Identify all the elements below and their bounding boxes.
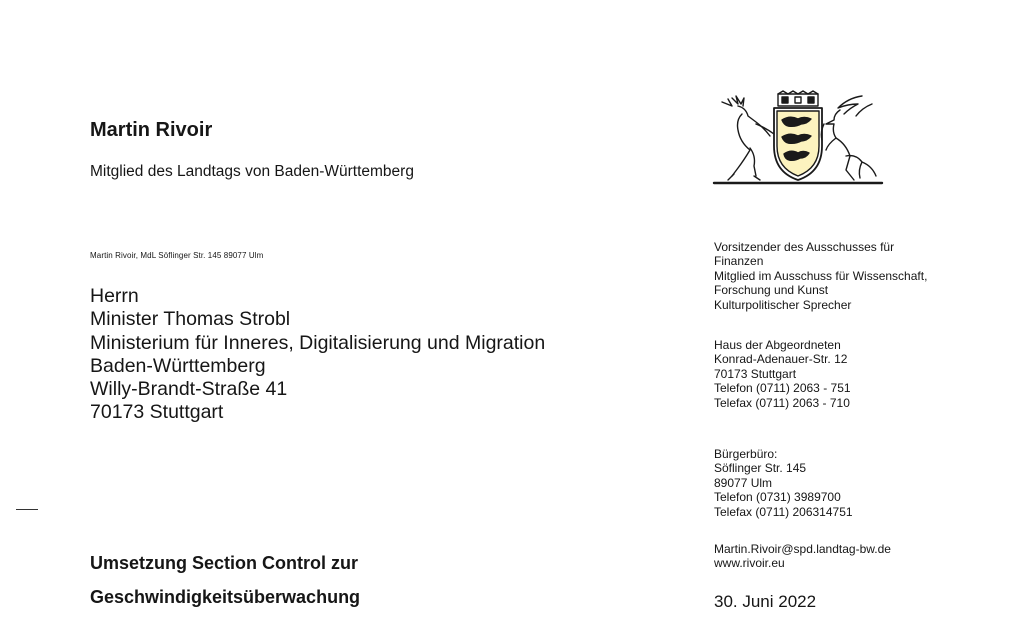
function-line: Mitglied im Ausschuss für Wissenschaft, — [714, 268, 928, 283]
office-line: Haus der Abgeordneten — [714, 338, 841, 352]
email-link: Martin.Rivoir@spd.landtag-bw.de — [714, 542, 891, 556]
office-line: Telefax (0711) 2063 - 710 — [714, 395, 850, 410]
recipient-line: Herrn — [90, 285, 139, 307]
subject — [90, 546, 360, 614]
recipient-line: Minister Thomas Strobl — [90, 308, 291, 331]
subject-line: Umsetzung Section Control zur — [90, 553, 359, 573]
recipient-line: Ministerium für Inneres, Digitalisierung und Migration — [90, 331, 546, 354]
function-line: Finanzen — [714, 254, 764, 269]
office-line: Konrad-Adenauer-Str. 12 — [714, 352, 848, 367]
recipient-line: Baden-Württemberg — [90, 354, 266, 377]
website-link: www.rivoir.eu — [714, 556, 785, 571]
function-line: Kulturpolitischer Sprecher — [714, 297, 852, 312]
recipient-line: Willy-Brandt-Straße 41 — [90, 378, 288, 401]
citizen-office-line: Telefax (0711) 206314751 — [714, 504, 853, 519]
sender-name: Martin Rivoir — [90, 119, 213, 141]
citizen-office-line: Bürgerbüro: — [714, 447, 778, 461]
recipient-line: 70173 Stuttgart — [90, 401, 224, 424]
letter-date: 30. Juni 2022 — [714, 592, 817, 611]
citizen-office-line: Telefon (0731) 3989700 — [714, 490, 841, 505]
committee-functions — [714, 240, 927, 312]
sender-role: Mitglied des Landtags von Baden-Württemberg — [90, 163, 414, 180]
office-line: Telefon (0711) 2063 - 751 — [714, 381, 851, 396]
parliament-office-address — [714, 338, 851, 410]
return-address: Martin Rivoir, MdL Söflinger Str. 145 89077 Ulm — [90, 251, 264, 260]
citizen-office-address — [714, 447, 853, 519]
coat-of-arms-icon — [712, 90, 884, 186]
citizen-office-line: Söflinger Str. 145 — [714, 461, 807, 476]
subject-line: Geschwindigkeitsüberwachung — [90, 587, 361, 607]
recipient-address — [90, 285, 545, 425]
office-line: 70173 Stuttgart — [714, 366, 797, 381]
function-line: Vorsitzender des Ausschusses für — [714, 240, 895, 254]
fold-mark — [16, 509, 38, 510]
contact-info — [714, 542, 891, 571]
citizen-office-line: 89077 Ulm — [714, 475, 773, 490]
function-line: Forschung und Kunst — [714, 283, 829, 298]
